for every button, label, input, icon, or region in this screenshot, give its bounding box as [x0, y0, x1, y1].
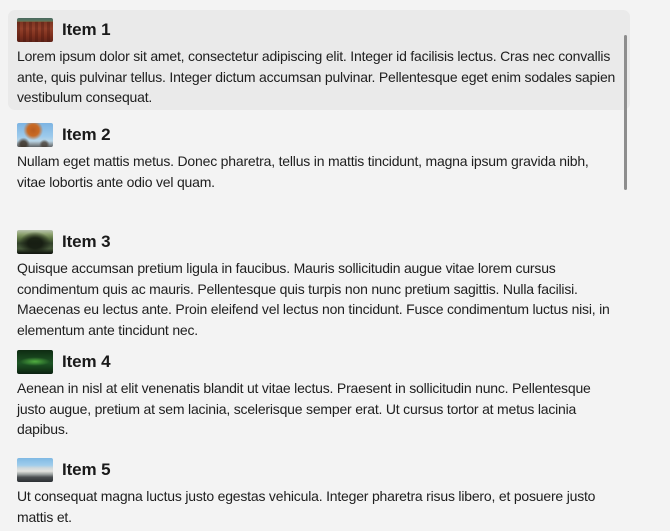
list-item-4-description: Aenean in nisl at elit venenatis blandit ut vitae lectus. Praesent in sollicitudin nunc. Pellentesque justo augue, pretium at sem lacinia, scelerisque semper erat. Ut cursus tortor at metus lacinia dapibus. [17, 380, 591, 437]
list-item-1-title: Item 1 [62, 20, 111, 39]
list-item-2-description: Nullam eget mattis metus. Donec pharetra, tellus in mattis tincidunt, magna ipsum gravida nibh, vitae lobortis ante odio vel quam. [17, 153, 589, 190]
list-item-5-title: Item 5 [62, 460, 111, 479]
list-item-4[interactable] [17, 350, 618, 440]
cyclists-thumbnail-image [17, 230, 53, 254]
list-item-3[interactable] [17, 230, 618, 340]
list-item-2-title: Item 2 [62, 125, 111, 144]
carousel-thumbnail-image [17, 123, 53, 147]
list-item-4-header [17, 350, 618, 374]
harbor-thumbnail-image [17, 458, 53, 482]
list-item-1-description: Lorem ipsum dolor sit amet, consectetur adipiscing elit. Integer id facilisis lectus. Cras nec convallis ante, quis pulvinar tellus. Integer dictum accumsan pulvinar. Pellentesque eget enim sodales sapien vestibulum consequat. [17, 48, 616, 105]
list-item-1[interactable] [8, 10, 630, 110]
list-item-3-title: Item 3 [62, 232, 111, 251]
list-item-2[interactable] [17, 123, 618, 192]
list-item-4-title: Item 4 [62, 352, 111, 371]
list-item-2-header [17, 123, 618, 147]
list-item-3-description: Quisque accumsan pretium ligula in faucibus. Mauris sollicitudin augue vitae lorem cursus condimentum quis ac mauris. Pellentesque quis turpis non nunc pretium sagittis. Nulla facilisi. Maecenas eu lectus ante. Proin eleifend vel lectus non tincidunt. Fusce condimentum luctus nisi, in elementum ante tincidunt nec. [17, 260, 610, 338]
list-item-1-header [17, 18, 616, 42]
green-grass-thumbnail-image [17, 350, 53, 374]
poppy-field-thumbnail-image [17, 18, 53, 42]
vertical-scrollbar-thumb[interactable] [624, 35, 627, 190]
list-item-5[interactable] [17, 458, 618, 527]
list-item-3-header [17, 230, 618, 254]
list-item-5-header [17, 458, 618, 482]
list-item-5-description: Ut consequat magna luctus justo egestas vehicula. Integer pharetra risus libero, et posuere justo mattis et. [17, 488, 596, 525]
